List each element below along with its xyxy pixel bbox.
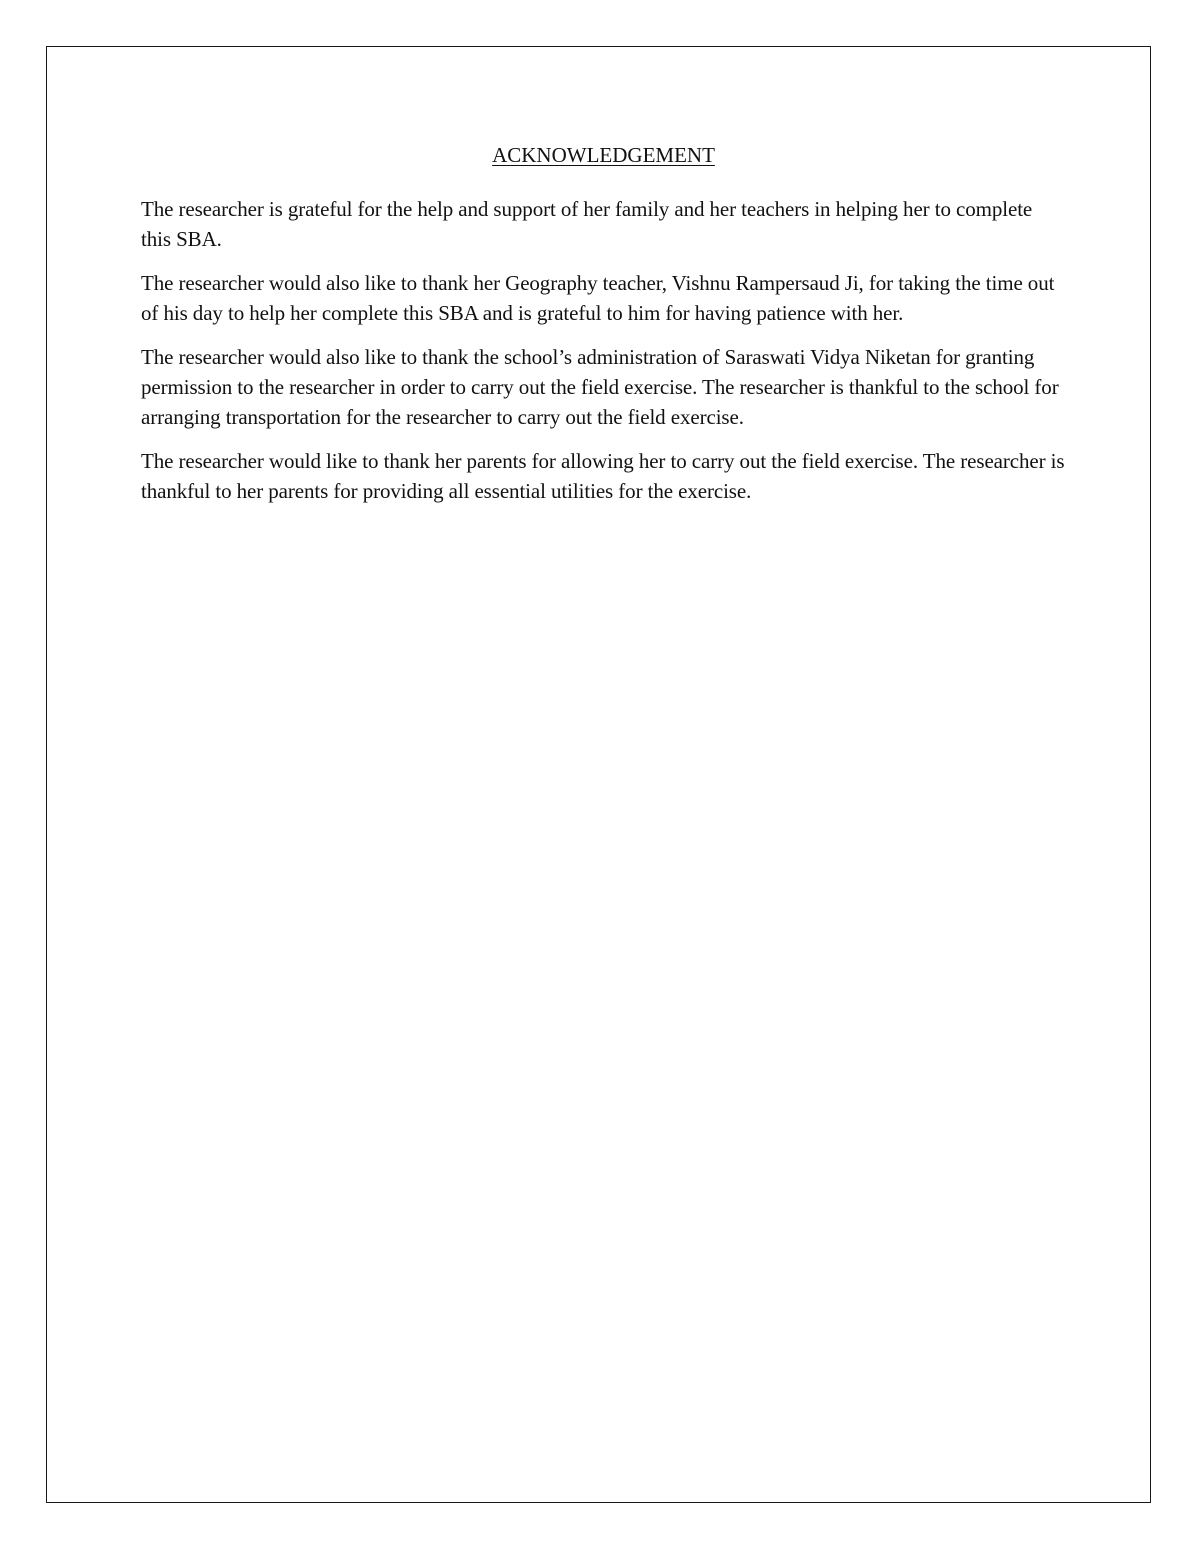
page-title (141, 140, 1066, 170)
document-body (141, 140, 1066, 520)
paragraph-school-administration: The researcher would also like to thank the school’s administration of Saraswati Vidya Niketan for granting permission to the researcher in order to carry out the field exercise. The researcher is thankful to the school for arranging transportation for the researcher to carry out the field exercise. (141, 345, 1059, 429)
paragraph-geography-teacher: The researcher would also like to thank her Geography teacher, Vishnu Rampersaud Ji, for taking the time out of his day to help her complete this SBA and is grateful to him for having patience with her. (141, 271, 1055, 325)
paragraph-family-teachers: The researcher is grateful for the help and support of her family and her teachers in helping her to complete this SBA. (141, 197, 1033, 251)
page-title-text: ACKNOWLEDGEMENT (492, 143, 715, 167)
paragraph-parents: The researcher would like to thank her parents for allowing her to carry out the field exercise. The researcher is thankful to her parents for providing all essential utilities for the exercise. (141, 449, 1065, 503)
